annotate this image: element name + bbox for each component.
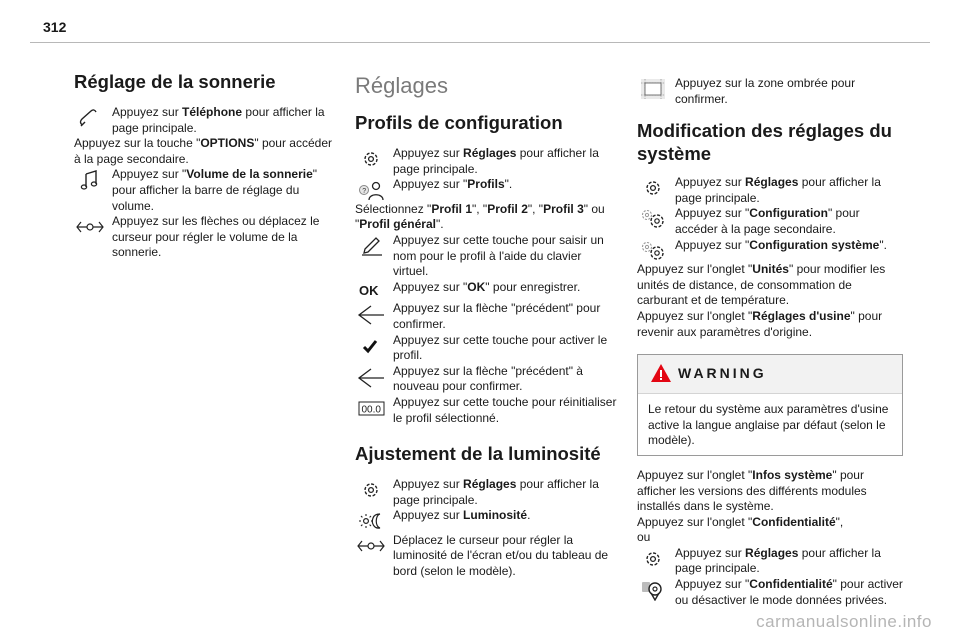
step-system-configuration: Appuyez sur "Configuration système". [637, 238, 903, 254]
column-system [637, 76, 903, 608]
warning-text: Le retour du système aux paramètres d'usine active la langue anglaise par défaut (selon le modèle). [648, 402, 889, 448]
step-ringtone-volume: Appuyez sur "Volume de la sonnerie" pour afficher la barre de réglage du volume. [74, 167, 336, 214]
privacy-icon [639, 579, 667, 601]
system-info-paragraph: Appuyez sur l'onglet "Infos système" pour afficher les versions des différents modules installés dans le système. [637, 467, 867, 514]
step-back-confirm: Appuyez sur la flèche "précédent" pour confirmer. [355, 301, 620, 332]
warning-header [638, 355, 902, 394]
step-rename-profile: Appuyez sur cette touche pour saisir un nom pour le profil à l'aide du clavier virtuel. [355, 233, 620, 280]
brightness-icon [357, 510, 385, 532]
step-privacy: Appuyez sur "Confidentialité" pour activer ou désactiver le mode données privées. [637, 577, 903, 608]
step-phone: Appuyez sur Téléphone pour afficher la page principale. [74, 105, 336, 136]
section-title-ringtone: Réglage de la sonnerie [74, 71, 276, 92]
step-settings-system: Appuyez sur Réglages pour afficher la page principale. [637, 175, 903, 206]
slider-arrows-icon [357, 535, 385, 557]
header-divider [30, 42, 930, 43]
step-back-again: Appuyez sur la flèche "précédent" à nouveau pour confirmer. [355, 364, 620, 395]
column-ringtone [74, 70, 336, 261]
gear-icon [357, 479, 385, 501]
warning-title: WARNING [678, 365, 767, 382]
check-icon [357, 335, 385, 357]
step-ok: OK Appuyez sur "OK" pour enregistrer. [359, 279, 581, 298]
step-settings-privacy: Appuyez sur Réglages pour afficher la page principale. [637, 546, 903, 577]
step-settings-brightness: Appuyez sur Réglages pour afficher la page principale. [355, 477, 620, 508]
gear-icon [357, 148, 385, 170]
section-title-system-settings: Modification des réglages du système [637, 120, 892, 165]
options-paragraph: Appuyez sur la touche "OPTIONS" pour accéder à la page secondaire. [74, 136, 332, 166]
music-note-icon [76, 169, 104, 191]
double-gear-icon [639, 240, 667, 262]
page-title-settings: Réglages [355, 73, 448, 98]
step-activate-profile: Appuyez sur cette touche pour activer le profil. [355, 333, 620, 364]
step-settings-profiles: Appuyez sur Réglages pour afficher la page principale. [355, 146, 620, 177]
step-shaded-zone: Appuyez sur la zone ombrée pour confirmer. [637, 76, 903, 107]
warning-box [637, 354, 903, 456]
step-brightness: Appuyez sur Luminosité. [355, 508, 620, 524]
back-arrow-icon [357, 366, 385, 388]
shaded-grid-icon [639, 78, 667, 100]
svg-text:00.0: 00.0 [361, 404, 381, 416]
step-reset-profile: 00.0 Appuyez sur cette touche pour réinitialiser le profil sélectionné. [355, 395, 620, 426]
footer-watermark: carmanualsonline.info [756, 612, 932, 631]
step-volume-slider: Appuyez sur les flèches ou déplacez le curseur pour régler le volume de la sonnerie. [74, 214, 336, 261]
column-settings [355, 70, 620, 580]
gear-icon [639, 548, 667, 570]
step-brightness-slider: Déplacez le curseur pour régler la luminosité de l'écran et/ou du tableau de bord (selon le modèle). [355, 533, 620, 580]
privacy-paragraph: Appuyez sur l'onglet "Confidentialité", [637, 514, 844, 529]
slider-arrows-icon [76, 216, 104, 238]
select-profile-paragraph: Sélectionnez "Profil 1", "Profil 2", "Profil 3" ou "Profil général". [355, 201, 605, 232]
section-title-profiles: Profils de configuration [355, 112, 563, 133]
units-paragraph: Appuyez sur l'onglet "Unités" pour modifier les unités de distance, de consommation de carburant et de température. [637, 262, 886, 308]
step-profiles: ? Appuyez sur "Profils". [355, 177, 620, 193]
profiles-icon [357, 179, 385, 201]
step-configuration: Appuyez sur "Configuration" pour accéder à la page secondaire. [637, 206, 903, 237]
or-text: ou [637, 530, 651, 545]
gear-icon [639, 177, 667, 199]
phone-icon [76, 107, 104, 129]
section-title-brightness: Ajustement de la luminosité [355, 443, 601, 465]
ok-button-icon: OK [359, 282, 379, 298]
svg-text:?: ? [362, 188, 367, 196]
warning-icon [650, 363, 672, 383]
double-gear-icon [639, 208, 667, 230]
back-arrow-icon [357, 303, 385, 325]
reset-icon [357, 397, 385, 419]
page-number: 312 [43, 19, 67, 35]
pencil-icon [357, 235, 385, 257]
factory-settings-paragraph: Appuyez sur l'onglet "Réglages d'usine" pour revenir aux paramètres d'origine. [637, 308, 883, 339]
